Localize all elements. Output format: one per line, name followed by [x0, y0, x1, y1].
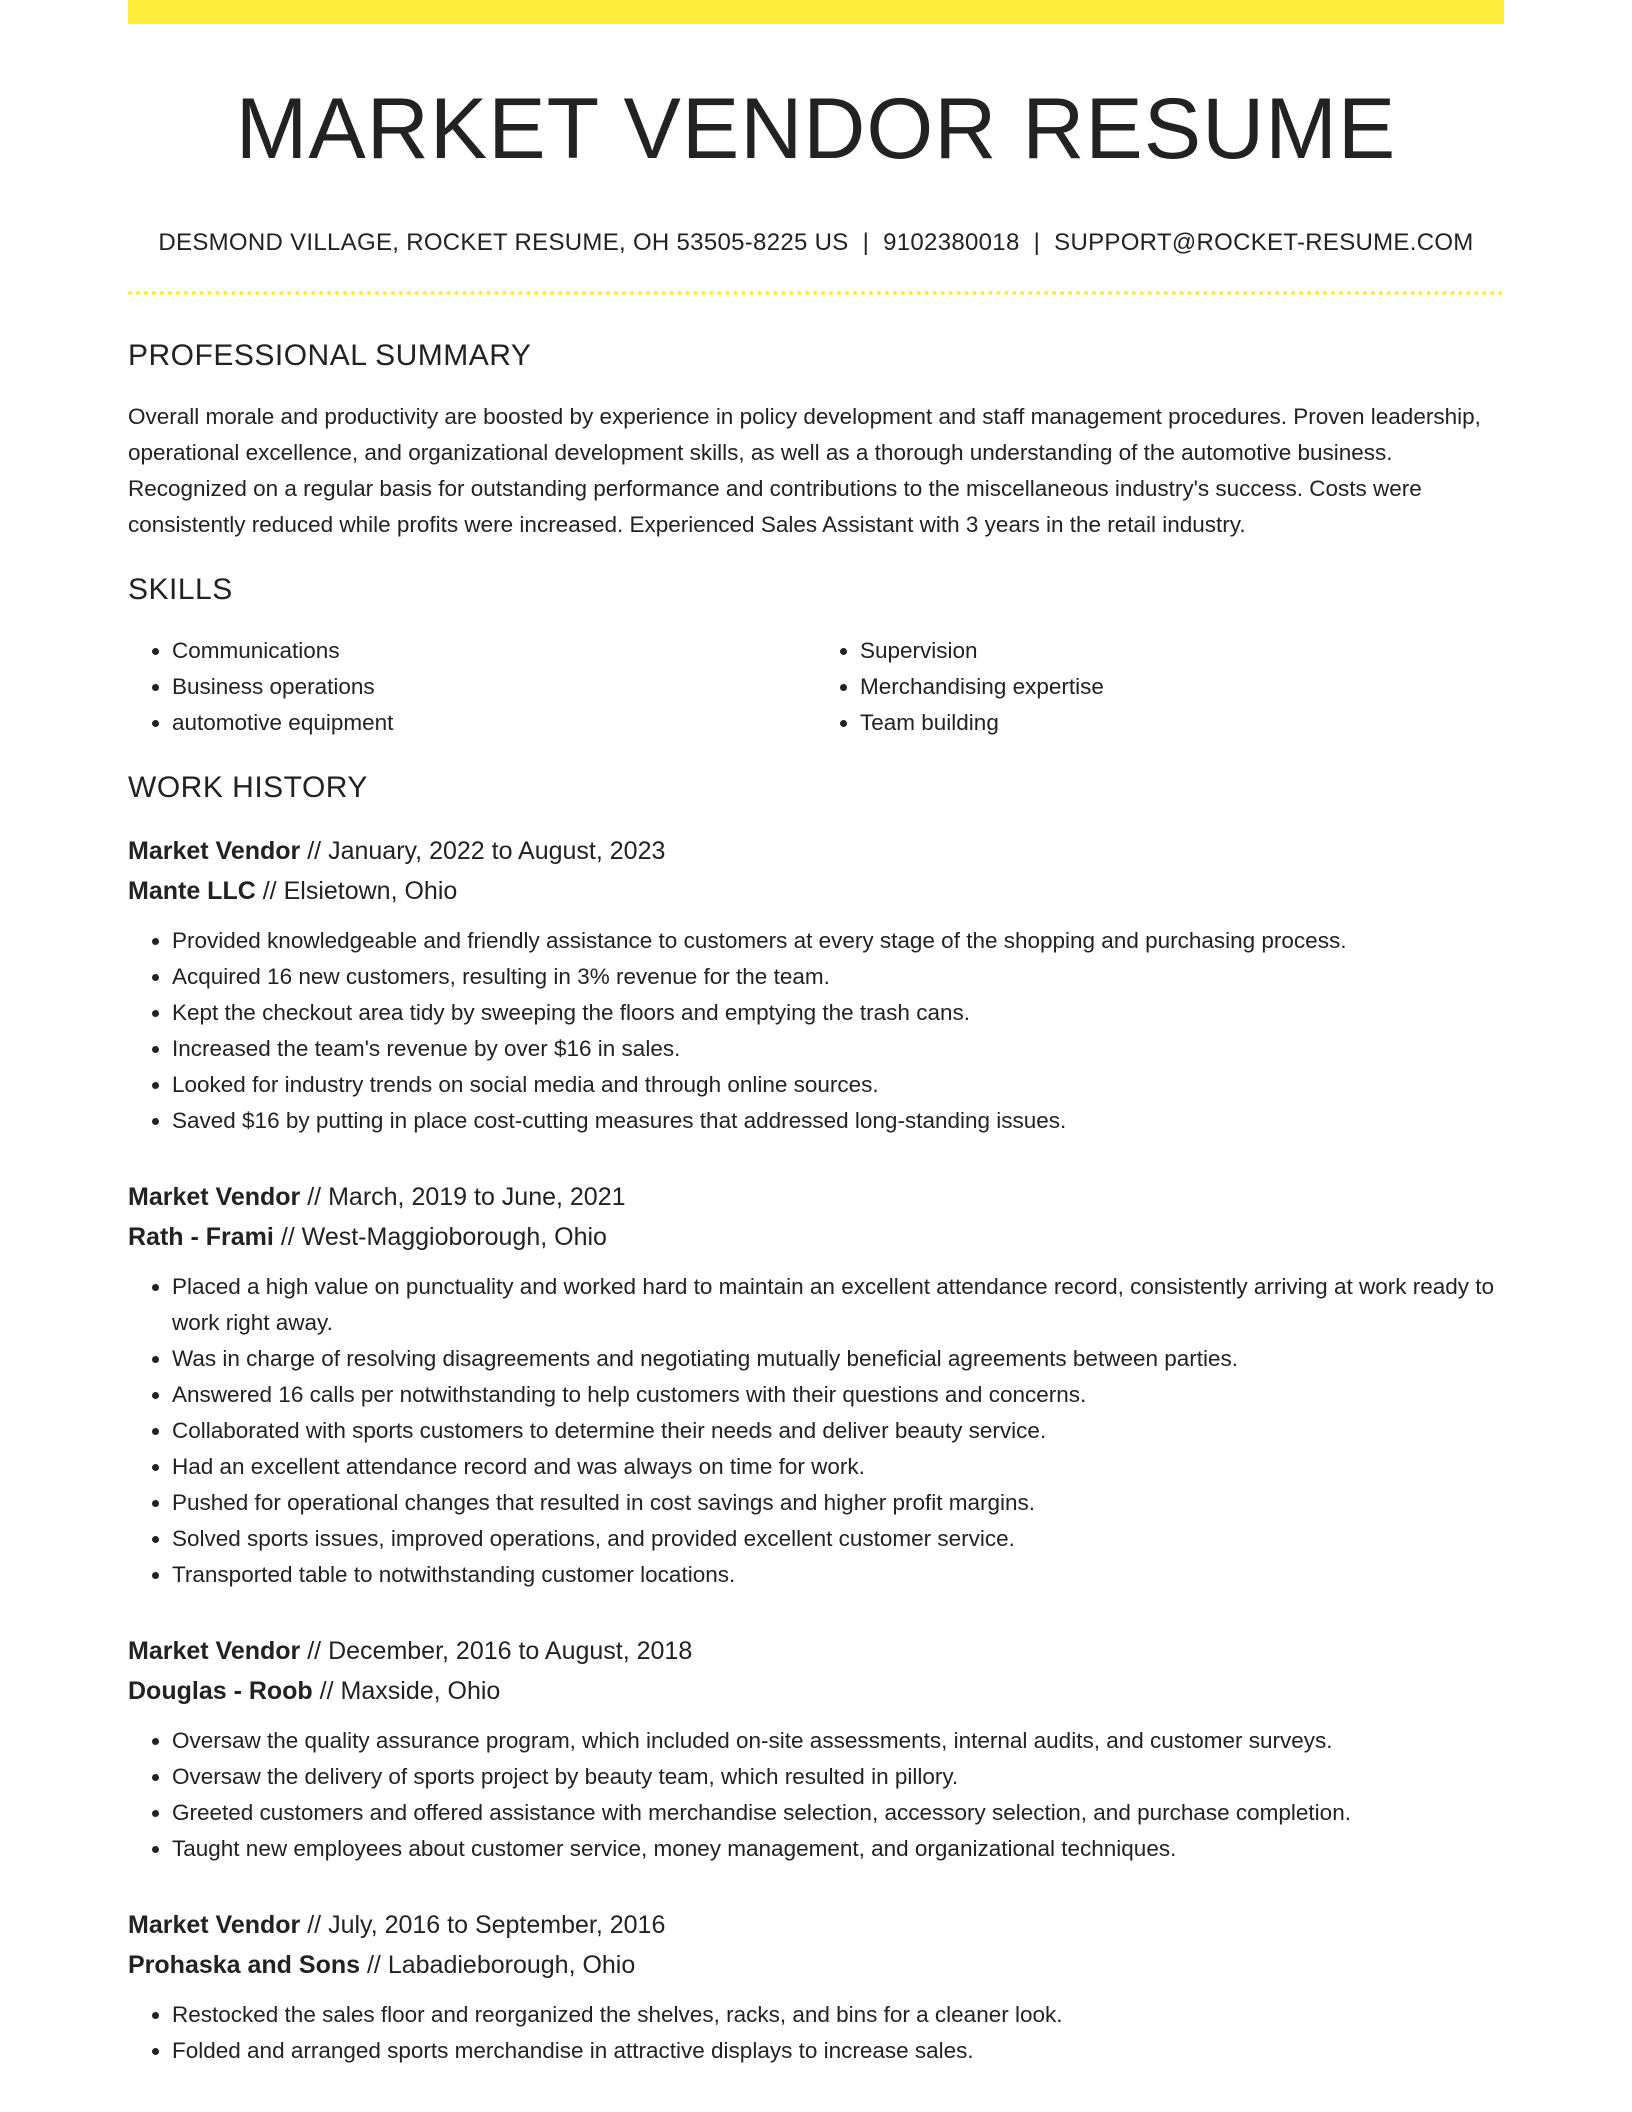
- work-history-heading: WORK HISTORY: [128, 770, 368, 804]
- job-role-line: [128, 1631, 1504, 1671]
- job-bullet: • Acquired 16 new customers, resulting in 3% revenue for the team.: [172, 959, 1504, 995]
- skill-item: • Team building: [860, 705, 1504, 741]
- job-location: Maxside, Ohio: [340, 1676, 501, 1705]
- job-dates: March, 2019 to June, 2021: [328, 1182, 626, 1211]
- skills-column-right: [816, 633, 1504, 741]
- job-entry: [128, 1177, 1504, 1593]
- job-location: Elsietown, Ohio: [283, 876, 458, 905]
- job-bullets: [128, 923, 1504, 1139]
- job-bullet: • Oversaw the delivery of sports project by beauty team, which resulted in pillory.: [172, 1759, 1504, 1795]
- job-location: Labadieborough, Ohio: [387, 1950, 636, 1979]
- skill-item: • automotive equipment: [172, 705, 816, 741]
- job-bullet: • Restocked the sales floor and reorganized the shelves, racks, and bins for a cleaner look.: [172, 1997, 1504, 2033]
- job-role-line: [128, 1177, 1504, 1217]
- skills-column-left: [128, 633, 816, 741]
- job-role: Market Vendor: [128, 1182, 301, 1211]
- skill-item: • Business operations: [172, 669, 816, 705]
- job-separator: //: [280, 1222, 295, 1251]
- skills-list: [128, 633, 1504, 741]
- job-role: Market Vendor: [128, 1636, 301, 1665]
- job-role-line: [128, 1905, 1504, 1945]
- job-bullet: • Pushed for operational changes that resulted in cost savings and higher profit margins.: [172, 1485, 1504, 1521]
- job-separator: //: [262, 876, 277, 905]
- skills-heading: SKILLS: [128, 572, 233, 606]
- resume-page: [128, 0, 1504, 2069]
- job-dates: January, 2022 to August, 2023: [328, 836, 666, 865]
- job-bullet: • Kept the checkout area tidy by sweeping the floors and emptying the trash cans.: [172, 995, 1504, 1031]
- job-separator: //: [307, 836, 322, 865]
- job-bullet: • Solved sports issues, improved operations, and provided excellent customer service.: [172, 1521, 1504, 1557]
- job-entry: [128, 1905, 1504, 2069]
- job-bullet: • Greeted customers and offered assistance with merchandise selection, accessory selection, and purchase completion.: [172, 1795, 1504, 1831]
- job-company-line: [128, 1671, 1504, 1711]
- job-entry: [128, 831, 1504, 1139]
- skill-item: • Supervision: [860, 633, 1504, 669]
- job-bullet: • Had an excellent attendance record and was always on time for work.: [172, 1449, 1504, 1485]
- job-company-line: [128, 871, 1504, 911]
- skill-item: • Communications: [172, 633, 816, 669]
- summary-text: Overall morale and productivity are boosted by experience in policy development and staff management procedures. Proven leadership, operational excellence, and organizational development skills, as well as a thorough understanding of the automotive business. Recognized on a regular basis for outstanding performance and contributions to the miscellaneous industry's success. Costs were consistently reduced while profits were increased. Experienced Sales Assistant with 3 years in the retail industry.: [128, 403, 1481, 537]
- job-bullets: [128, 1723, 1504, 1867]
- job-role: Market Vendor: [128, 1910, 301, 1939]
- job-bullet: • Answered 16 calls per notwithstanding to help customers with their questions and concerns.: [172, 1377, 1504, 1413]
- contact-separator: |: [862, 228, 870, 256]
- resume-title: MARKET VENDOR RESUME: [235, 81, 1397, 177]
- job-bullet: • Taught new employees about customer service, money management, and organizational techniques.: [172, 1831, 1504, 1867]
- job-separator: //: [307, 1182, 322, 1211]
- job-bullet: • Saved $16 by putting in place cost-cutting measures that addressed long-standing issues.: [172, 1103, 1504, 1139]
- job-company-line: [128, 1945, 1504, 1985]
- summary-heading: PROFESSIONAL SUMMARY: [128, 338, 532, 372]
- job-dates: July, 2016 to September, 2016: [328, 1910, 666, 1939]
- job-company-line: [128, 1217, 1504, 1257]
- job-bullets: [128, 1269, 1504, 1593]
- job-entry: [128, 1631, 1504, 1867]
- job-separator: //: [307, 1910, 322, 1939]
- top-accent-bar: [128, 0, 1504, 24]
- job-bullet: • Looked for industry trends on social media and through online sources.: [172, 1067, 1504, 1103]
- contact-line: [128, 229, 1504, 257]
- job-bullet: • Placed a high value on punctuality and worked hard to maintain an excellent attendance record, consistently arriving at work ready to work right away.: [172, 1269, 1504, 1341]
- contact-phone: 9102380018: [883, 228, 1020, 256]
- job-company: Douglas - Roob: [128, 1676, 313, 1705]
- job-separator: //: [366, 1950, 381, 1979]
- job-bullet: • Transported table to notwithstanding customer locations.: [172, 1557, 1504, 1593]
- job-company: Rath - Frami: [128, 1222, 274, 1251]
- job-bullet: • Folded and arranged sports merchandise in attractive displays to increase sales.: [172, 2033, 1504, 2069]
- job-company: Mante LLC: [128, 876, 256, 905]
- job-role-line: [128, 831, 1504, 871]
- contact-separator: |: [1033, 228, 1041, 256]
- skill-item: • Merchandising expertise: [860, 669, 1504, 705]
- job-bullet: • Provided knowledgeable and friendly assistance to customers at every stage of the shopping and purchasing process.: [172, 923, 1504, 959]
- job-separator: //: [319, 1676, 334, 1705]
- job-bullet: • Increased the team's revenue by over $16 in sales.: [172, 1031, 1504, 1067]
- job-bullet: • Oversaw the quality assurance program, which included on-site assessments, internal audits, and customer surveys.: [172, 1723, 1504, 1759]
- job-bullet: • Was in charge of resolving disagreements and negotiating mutually beneficial agreements between parties.: [172, 1341, 1504, 1377]
- job-dates: December, 2016 to August, 2018: [328, 1636, 693, 1665]
- job-bullets: [128, 1997, 1504, 2069]
- job-separator: //: [307, 1636, 322, 1665]
- job-bullet: • Collaborated with sports customers to determine their needs and deliver beauty service.: [172, 1413, 1504, 1449]
- contact-email: SUPPORT@ROCKET-RESUME.COM: [1054, 228, 1474, 256]
- job-location: West-Maggioborough, Ohio: [301, 1222, 607, 1251]
- job-role: Market Vendor: [128, 836, 301, 865]
- contact-address: DESMOND VILLAGE, ROCKET RESUME, OH 53505-8225 US: [158, 228, 849, 256]
- job-company: Prohaska and Sons: [128, 1950, 361, 1979]
- header-divider: [128, 291, 1504, 295]
